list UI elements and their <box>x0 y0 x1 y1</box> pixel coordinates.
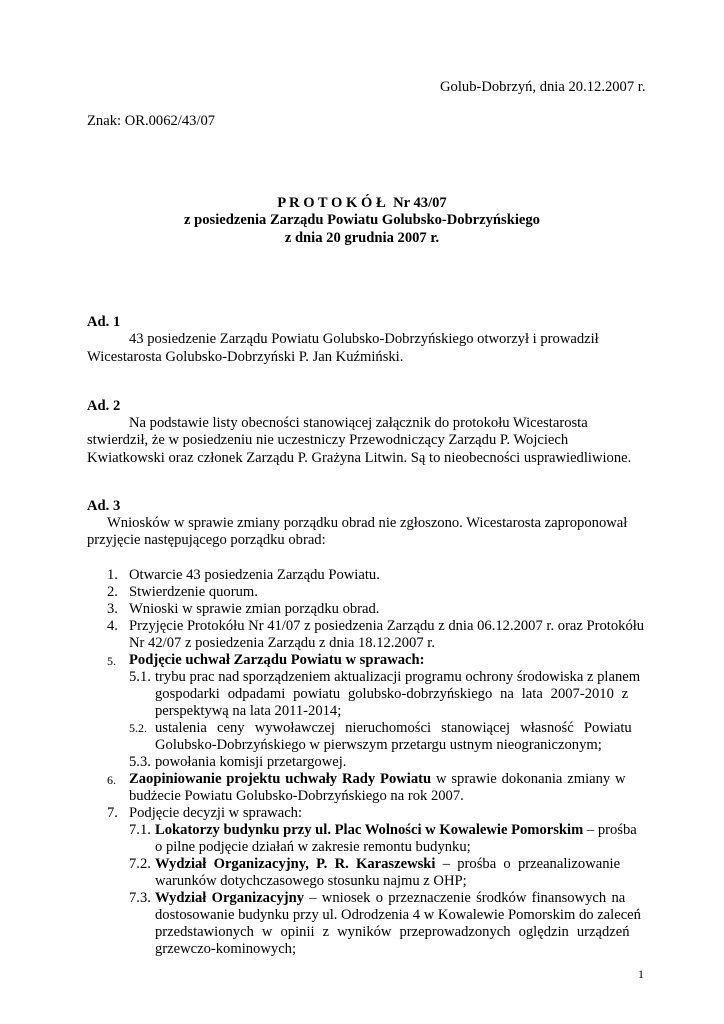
agenda-item-text: Wnioski w sprawie zmian porządku obrad. <box>129 601 380 617</box>
agenda-subitem-bold: Lokatorzy budynku przy ul. Plac Wolności w Kowalewie Pomorskim <box>155 822 584 838</box>
agenda-subitem-bold: Wydział Organizacyjny, P. R. Karaszewski <box>155 856 436 872</box>
agenda-subitem-text: o pilne podjęcie działań w zakresie remontu budynku; <box>155 839 471 855</box>
agenda-subitem-text: trybu prac nad sporządzeniem aktualizacji programu ochrony środowiska z planem <box>155 669 641 685</box>
agenda-item-number: 4. <box>107 618 118 634</box>
agenda-subitem-number: 5.2. <box>129 721 147 735</box>
ad3-heading: Ad. 3 <box>87 498 121 514</box>
agenda-subitem-text: przedstawionych w opinii z wyników przeprowadzonych oględzin urządzeń <box>155 924 630 940</box>
agenda-item-number: 7. <box>107 805 118 821</box>
agenda-subitem-rest: – prośba <box>583 822 637 838</box>
agenda-item-number: 5. <box>107 654 116 668</box>
ad2-heading: Ad. 2 <box>87 398 121 414</box>
agenda-subitem-bold: Wydział Organizacyjny <box>155 890 305 906</box>
agenda-item-number: 1. <box>107 567 118 583</box>
document-sign: Znak: OR.0062/43/07 <box>87 113 216 129</box>
agenda-subitem-text: gospodarki odpadami powiatu golubsko-dobrzyńskiego na lata 2007-2010 z <box>155 686 629 702</box>
ad1-heading: Ad. 1 <box>87 314 121 330</box>
agenda-item-text: Stwierdzenie quorum. <box>129 584 258 600</box>
agenda-item-text: Nr 42/07 z posiedzenia Zarządu z dnia 18.12.2007 r. <box>129 635 435 651</box>
agenda-item-text: Podjęcie decyzji w sprawach: <box>129 805 303 821</box>
agenda-item-text: Podjęcie uchwał Zarządu Powiatu w sprawach: <box>129 652 425 668</box>
ad2-line2: stwierdził, że w posiedzeniu nie uczestniczy Przewodniczący Zarządu P. Wojciech <box>87 432 569 448</box>
agenda-subitem-text: ustalenia ceny wywoławczej nieruchomości stanowiącej własność Powiatu <box>155 720 632 736</box>
agenda-item-text: Otwarcie 43 posiedzenia Zarządu Powiatu. <box>129 567 380 583</box>
protocol-title: P R O T O K Ó Ł Nr 43/07 <box>277 195 447 211</box>
ad1-line1: 43 posiedzenie Zarządu Powiatu Golubsko-Dobrzyńskiego otworzył i prowadził <box>129 331 599 347</box>
ad1-line2: Wicestarosta Golubsko-Dobrzyński P. Jan Kuźmiński. <box>87 349 404 365</box>
agenda-subitem-number: 5.1. <box>129 669 151 685</box>
agenda-item-number: 6. <box>107 773 116 787</box>
protocol-subtitle: z posiedzenia Zarządu Powiatu Golubsko-Dobrzyńskiego <box>184 212 540 228</box>
agenda-subitem-text: perspektywą na lata 2011-2014; <box>155 703 342 719</box>
agenda-subitem-text: warunków dotychczasowego stosunku najmu z OHP; <box>155 873 467 889</box>
agenda-subitem-number: 7.2. <box>129 856 151 872</box>
ad2-line3: Kwiatkowski oraz członek Zarządu P. Grażyna Litwin. Są to nieobecności usprawiedliwione. <box>87 450 632 466</box>
agenda-subitem-rest: – prośba o przeanalizowanie <box>435 856 621 872</box>
agenda-subitem-text: dostosowanie budynku przy ul. Odrodzenia 4 w Kowalewie Pomorskim do zaleceń <box>155 907 641 923</box>
agenda-subitem-text <box>155 822 637 839</box>
place-date: Golub-Dobrzyń, dnia 20.12.2007 r. <box>440 79 646 95</box>
agenda-subitem-text <box>155 856 620 873</box>
agenda-subitem-text: powołania komisji przetargowej. <box>155 754 347 770</box>
agenda-subitem-text: Golubsko-Dobrzyńskiego w pierwszym przetargu ustnym nieograniczonym; <box>155 737 602 753</box>
agenda-subitem-rest: – wniosek o przeznaczenie środków finansowych na <box>304 890 626 906</box>
agenda-item-bold: Zaopiniowanie projektu uchwały Rady Powiatu <box>129 771 432 787</box>
agenda-item-text <box>129 771 626 788</box>
agenda-item-text: budżecie Powiatu Golubsko-Dobrzyńskiego na rok 2007. <box>129 788 464 804</box>
agenda-subitem-number: 7.1. <box>129 822 151 838</box>
agenda-item-number: 3. <box>107 601 118 617</box>
ad3-line1: Wniosków w sprawie zmiany porządku obrad nie zgłoszono. Wicestarosta zaproponował <box>107 515 628 531</box>
page-number: 1 <box>638 967 644 981</box>
agenda-subitem-number: 5.3. <box>129 754 151 770</box>
agenda-item-rest: w sprawie dokonania zmiany w <box>431 771 626 787</box>
agenda-item-number: 2. <box>107 584 118 600</box>
ad3-line2: przyjęcie następującego porządku obrad: <box>87 532 326 548</box>
agenda-subitem-text: grzewczo-kominowych; <box>155 941 297 957</box>
ad2-line1: Na podstawie listy obecności stanowiącej załącznik do protokołu Wicestarosta <box>129 415 588 431</box>
agenda-subitem-number: 7.3. <box>129 890 151 906</box>
protocol-date: z dnia 20 grudnia 2007 r. <box>284 230 440 246</box>
agenda-subitem-text <box>155 890 625 907</box>
agenda-item-text: Przyjęcie Protokółu Nr 41/07 z posiedzenia Zarządu z dnia 06.12.2007 r. oraz Protokółu <box>129 618 645 634</box>
